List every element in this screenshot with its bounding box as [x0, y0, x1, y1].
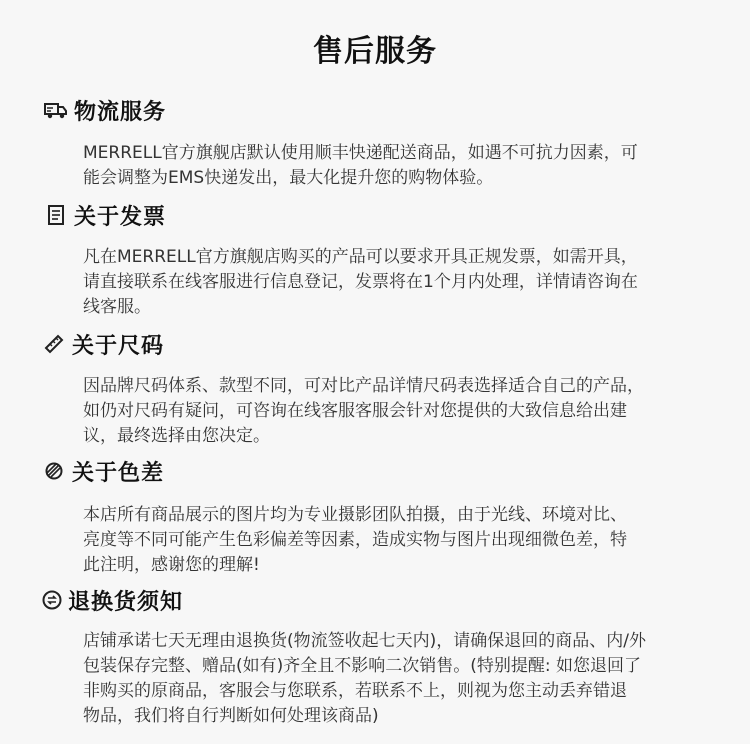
text-line: 能会调整为EMS快递发出，最大化提升您的购物体验。	[83, 168, 494, 188]
section-header	[44, 198, 750, 232]
document-icon	[44, 203, 68, 227]
section-title: 关于尺码	[72, 333, 165, 359]
section-text	[83, 245, 713, 320]
palette-icon	[42, 459, 66, 483]
text-line: 此注明，感谢您的理解!	[83, 555, 260, 575]
section-logistics	[0, 93, 750, 188]
page-title: 售后服务	[313, 34, 437, 69]
text-line: 线客服。	[83, 297, 151, 317]
section-title: 关于色差	[72, 460, 165, 486]
section-text	[83, 374, 713, 449]
text-line: 因品牌尺码体系、款型不同，可对比产品详情尺码表选择适合自己的产品，	[83, 376, 644, 396]
section-title: 物流服务	[74, 99, 167, 125]
text-line: 议，最终选择由您决定。	[83, 426, 270, 446]
text-line: 非购买的原商品，客服会与您联系，若联系不上，则视为您主动丢弃错退	[83, 681, 627, 701]
section-title: 退换货须知	[68, 589, 184, 615]
text-line: 如仍对尺码有疑问，可咨询在线客服客服会针对您提供的大致信息给出建	[83, 401, 627, 421]
section-text	[83, 503, 713, 578]
section-returns	[0, 583, 750, 726]
truck-icon	[44, 98, 68, 122]
section-size	[0, 327, 750, 446]
exchange-icon	[40, 588, 64, 612]
section-invoice	[0, 198, 750, 317]
section-header	[42, 327, 750, 361]
text-line: 凡在MERRELL官方旗舰店购买的产品可以要求开具正规发票，如需开具，	[83, 247, 638, 267]
ruler-icon	[42, 332, 66, 356]
section-header	[44, 93, 750, 127]
section-color-difference	[0, 454, 750, 575]
text-line: 本店所有商品展示的图片均为专业摄影团队拍摄，由于光线、环境对比、	[83, 505, 627, 525]
text-line: 请直接联系在线客服进行信息登记，发票将在1个月内处理，详情请咨询在	[83, 272, 638, 292]
text-line: 包装保存完整、赠品(如有)齐全且不影响二次销售。(特别提醒: 如您退回了	[83, 656, 642, 676]
text-line: 亮度等不同可能产生色彩偏差等因素，造成实物与图片出现细微色差，特	[83, 530, 627, 550]
section-text	[83, 141, 713, 191]
section-header	[40, 583, 750, 617]
section-title: 关于发票	[74, 204, 167, 230]
text-line: 物品，我们将自行判断如何处理该商品)	[83, 706, 379, 726]
section-header	[42, 454, 750, 488]
text-line: 店铺承诺七天无理由退换货(物流签收起七天内)，请确保退回的商品、内/外	[83, 631, 646, 651]
section-text	[83, 629, 713, 729]
text-line: MERRELL官方旗舰店默认使用顺丰快递配送商品，如遇不可抗力因素，可	[83, 143, 638, 163]
